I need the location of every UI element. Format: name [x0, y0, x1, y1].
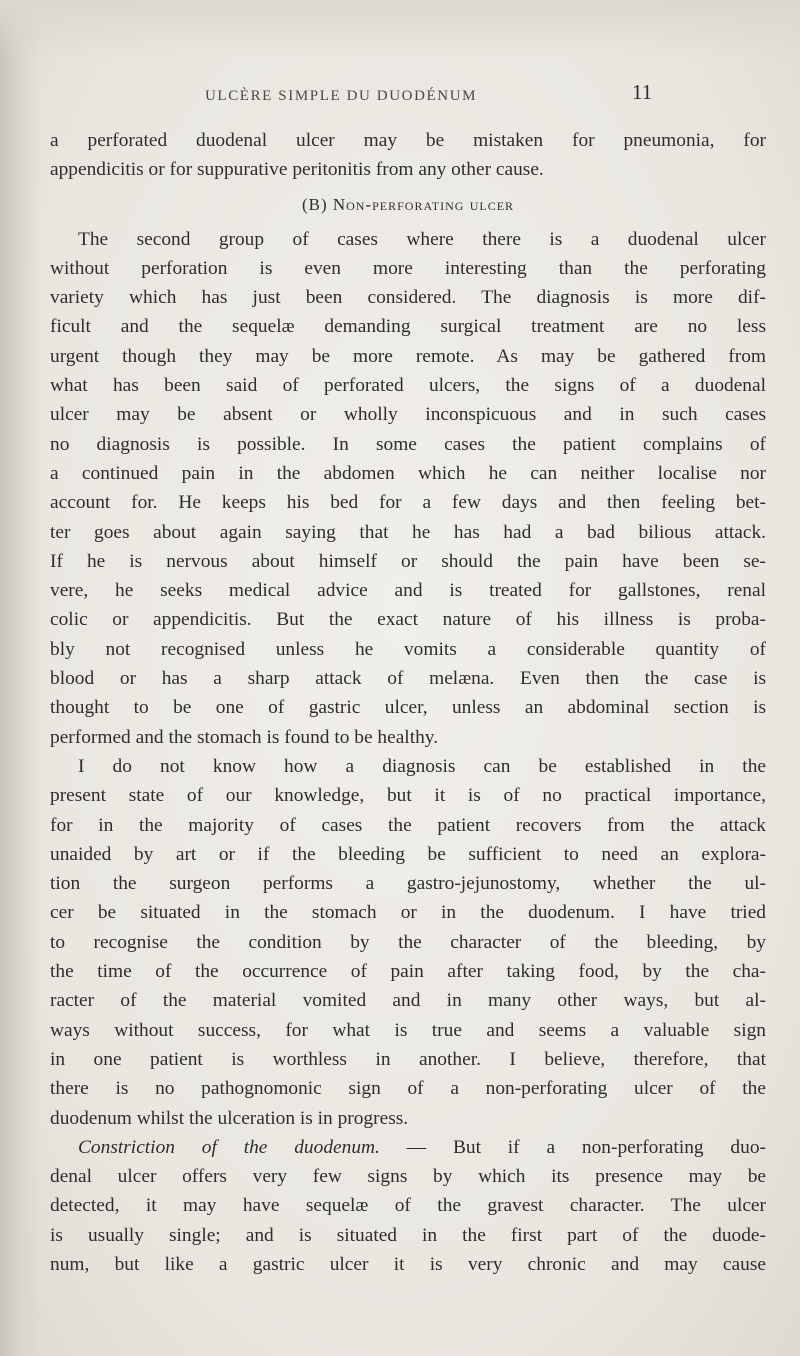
text-line: to recognise the condition by the character of the bleeding, by — [50, 931, 766, 953]
text-line: for in the majority of cases the patient recovers from the attack — [50, 814, 766, 836]
text-line: If he is nervous about himself or should the pain have been se- — [50, 550, 766, 572]
text-line: variety which has just been considered. The diagnosis is more dif- — [50, 287, 766, 309]
text-line: performed and the stomach is found to be healthy. — [50, 726, 439, 748]
text-line: bly not recognised unless he vomits a considerable quantity of — [50, 638, 766, 660]
text-line: vere, he seeks medical advice and is treated for gallstones, renal — [50, 580, 766, 602]
text-line: urgent though they may be more remote. As may be gathered from — [50, 345, 766, 367]
text-line: a perforated duodenal ulcer may be mistaken for pneumonia, for — [50, 130, 766, 151]
text-line: racter of the material vomited and in many other ways, but al- — [50, 990, 766, 1012]
paragraph-subheading: Constriction of the duodenum. — [78, 1136, 380, 1158]
running-title: ULCÈRE SIMPLE DU DUODÉNUM — [205, 88, 478, 104]
text-line: ficult and the sequelæ demanding surgical treatment are no less — [50, 316, 766, 338]
text-line: ulcer may be absent or wholly inconspicuous and in such cases — [50, 404, 766, 426]
main-text — [50, 126, 766, 1279]
text-line: colic or appendicitis. But the exact nature of his illness is proba- — [50, 609, 766, 631]
page-binding-shadow — [0, 0, 42, 1356]
text-line: blood or has a sharp attack of melæna. Even then the case is — [50, 668, 766, 690]
text-line: thought to be one of gastric ulcer, unless an abdominal section is — [50, 697, 766, 719]
text-line: ter goes about again saying that he has had a bad bilious attack. — [50, 521, 766, 543]
text-line: present state of our knowledge, but it is of no practical importance, — [50, 785, 766, 807]
text-line: is usually single; and is situated in the first part of the duode- — [50, 1224, 766, 1246]
text-line: detected, it may have sequelæ of the gravest character. The ulcer — [50, 1195, 766, 1217]
section-heading — [50, 185, 766, 225]
section-heading-text: (B) Non-perforating ulcer — [301, 194, 515, 214]
text-fragment: But if a non-perforating duo- — [452, 1136, 766, 1158]
text-line: a continued pain in the abdomen which he can neither localise nor — [50, 462, 766, 484]
text-line: no diagnosis is possible. In some cases the patient complains of — [50, 433, 766, 455]
text-line: the time of the occurrence of pain after taking food, by the cha- — [50, 961, 766, 983]
text-line: unaided by art or if the bleeding be sufficient to need an explora- — [50, 843, 766, 865]
text-line: appendicitis or for suppurative peritonitis from any other cause. — [50, 159, 544, 181]
text-line — [50, 1133, 766, 1162]
text-line: in one patient is worthless in another. I believe, therefore, that — [50, 1048, 766, 1070]
text-line: what has been said of perforated ulcers, the signs of a duodenal — [50, 375, 766, 397]
text-line: num, but like a gastric ulcer it is very chronic and may cause — [50, 1253, 766, 1275]
em-dash: — — [379, 1136, 453, 1158]
text-line: account for. He keeps his bed for a few days and then feeling bet- — [50, 492, 766, 514]
text-line: I do not know how a diagnosis can be established in the — [78, 755, 766, 777]
text-line: denal ulcer offers very few signs by which its presence may be — [50, 1166, 766, 1188]
text-line: there is no pathognomonic sign of a non-perforating ulcer of the — [50, 1078, 766, 1100]
text-line: cer be situated in the stomach or in the duodenum. I have tried — [50, 902, 766, 924]
text-line: The second group of cases where there is a duodenal ulcer — [78, 228, 766, 250]
page-top-shadow — [0, 0, 800, 60]
page-number: 11 — [632, 80, 653, 104]
text-line: ways without success, for what is true and seems a valuable sign — [50, 1019, 766, 1041]
text-line: tion the surgeon performs a gastro-jejunostomy, whether the ul- — [50, 873, 766, 895]
text-line: duodenum whilst the ulceration is in progress. — [50, 1107, 409, 1129]
text-line: without perforation is even more interesting than the perforating — [50, 257, 766, 279]
